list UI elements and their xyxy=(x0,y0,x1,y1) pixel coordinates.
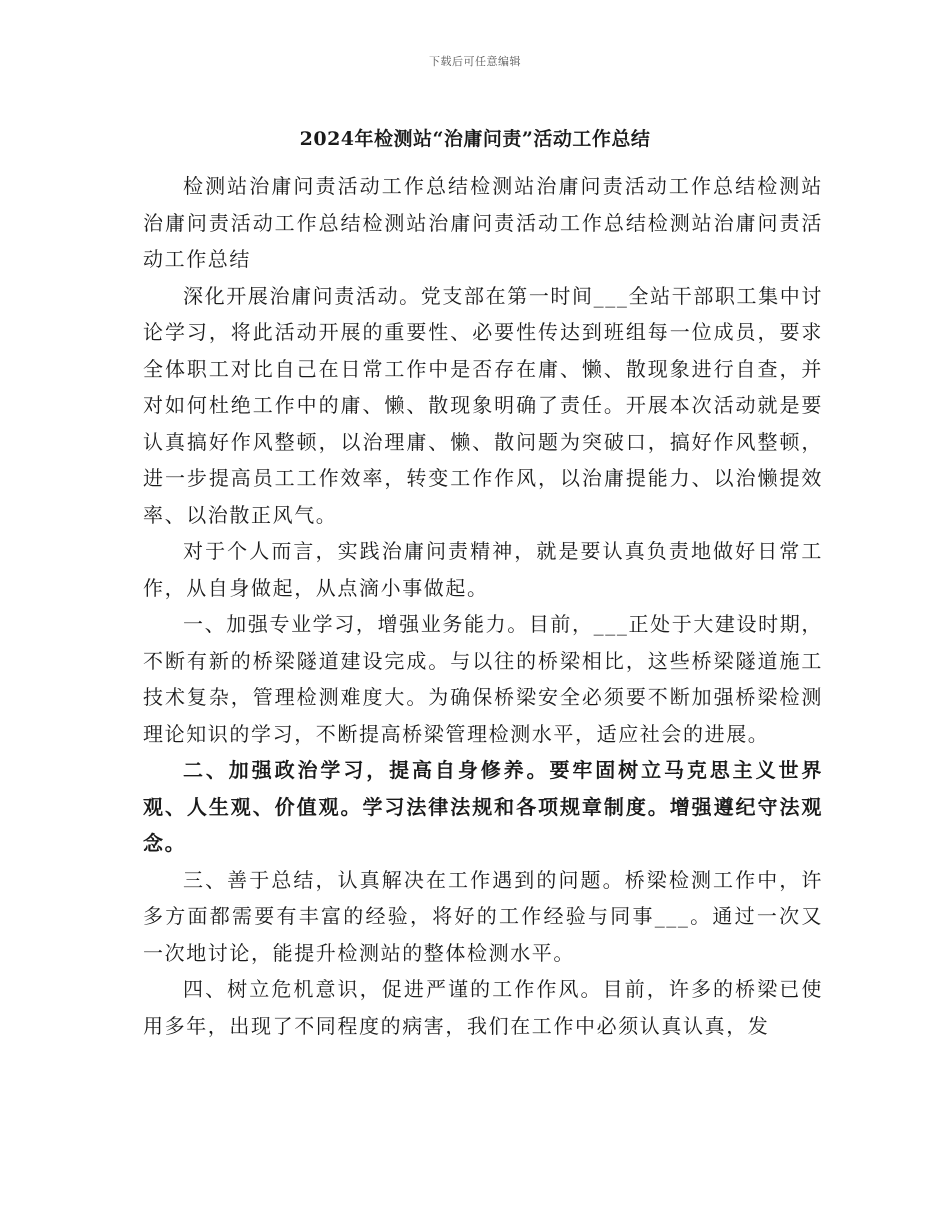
paragraph-intro: 检测站治庸问责活动工作总结检测站治庸问责活动工作总结检测站治庸问责活动工作总结检测站治庸问责活动工作总结检测站治庸问责活动工作总结 xyxy=(143,174,823,271)
paragraph-personal: 对于个人而言，实践治庸问责精神，就是要认真负责地做好日常工作，从自身做起，从点滴小事做起。 xyxy=(143,539,823,600)
paragraph-section-4: 四、树立危机意识，促进严谨的工作作风。目前，许多的桥梁已使用多年，出现了不同程度的病害，我们在工作中必须认真认真，发 xyxy=(143,977,823,1038)
document-body xyxy=(143,168,823,1044)
paragraph-section-2: 二、加强政治学习，提高自身修养。要牢固树立马克思主义世界观、人生观、价值观。学习法律法规和各项规章制度。增强遵纪守法观念。 xyxy=(143,758,823,855)
paragraph-section-1: 一、加强专业学习，增强业务能力。目前，___正处于大建设时期，不断有新的桥梁隧道建设完成。与以往的桥梁相比，这些桥梁隧道施工技术复杂，管理检测难度大。为确保桥梁安全必须要不断加强桥梁检测理论知识的学习，不断提高桥梁管理检测水平，适应社会的进展。 xyxy=(143,612,823,746)
paragraph-activity: 深化开展治庸问责活动。党支部在第一时间___全站干部职工集中讨论学习，将此活动开展的重要性、必要性传达到班组每一位成员，要求全体职工对比自己在日常工作中是否存在庸、懒、散现象进行自查，并对如何杜绝工作中的庸、懒、散现象明确了责任。开展本次活动就是要认真搞好作风整顿，以治理庸、懒、散问题为突破口，搞好作风整顿，进一步提高员工工作效率，转变工作作风，以治庸提能力、以治懒提效率、以治散正风气。 xyxy=(143,283,823,527)
document-title: 2024年检测站“治庸问责”活动工作总结 xyxy=(299,128,651,150)
header-note: 下载后可任意编辑 xyxy=(429,55,521,68)
paragraph-section-3: 三、善于总结，认真解决在工作遇到的问题。桥梁检测工作中，许多方面都需要有丰富的经验，将好的工作经验与同事___。通过一次又一次地讨论，能提升检测站的整体检测水平。 xyxy=(143,867,823,965)
